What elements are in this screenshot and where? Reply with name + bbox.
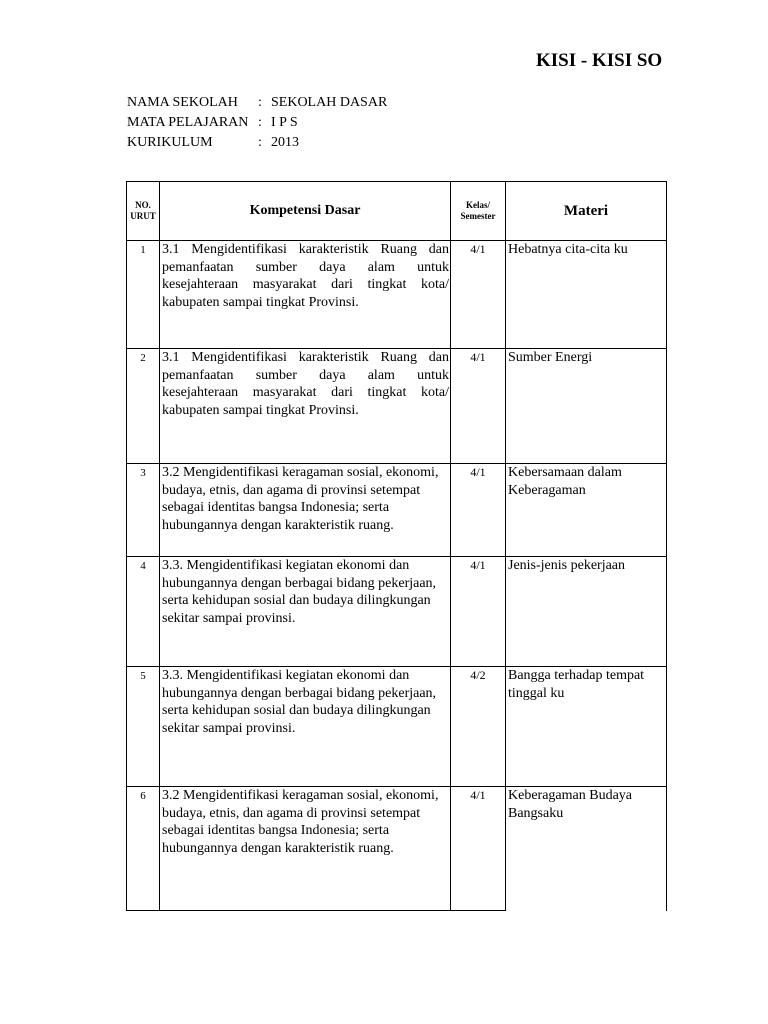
table-row xyxy=(127,349,667,464)
kisi-kisi-table xyxy=(126,181,667,911)
row-kelas: 4/1 xyxy=(451,464,506,557)
row-materi: Keberagaman Budaya Bangsaku xyxy=(506,787,667,911)
header-kelas-line1: Kelas/ xyxy=(466,200,490,210)
row-kompetensi-dasar: 3.1 Mengidentifikasi karakteristik Ruang dan pemanfaatan sumber daya alam untuk kesejahteraan masyarakat dari tingkat kota/ kabupaten sampai tingkat Provinsi. xyxy=(160,349,451,464)
row-number: 6 xyxy=(127,787,160,911)
row-materi: Kebersamaan dalam Keberagaman xyxy=(506,464,667,557)
info-row-curriculum xyxy=(127,133,387,153)
row-kelas: 4/1 xyxy=(451,557,506,667)
school-info xyxy=(127,93,387,153)
row-kompetensi-dasar: 3.3. Mengidentifikasi kegiatan ekonomi dan hubungannya dengan berbagai bidang pekerjaan, serta kehidupan sosial dan budaya dilingkungan sekitar sampai provinsi. xyxy=(160,557,451,667)
row-kompetensi-dasar: 3.2 Mengidentifikasi keragaman sosial, ekonomi, budaya, etnis, dan agama di provinsi setempat sebagai identitas bangsa Indonesia; serta hubungannya dengan karakteristik ruang. xyxy=(160,464,451,557)
table-row xyxy=(127,667,667,787)
table-row xyxy=(127,241,667,349)
table-header-row xyxy=(127,182,667,241)
info-value: 2013 xyxy=(271,135,299,150)
row-kelas: 4/1 xyxy=(451,241,506,349)
header-no-line1: NO. xyxy=(135,200,151,210)
row-kompetensi-dasar: 3.2 Mengidentifikasi keragaman sosial, ekonomi, budaya, etnis, dan agama di provinsi setempat sebagai identitas bangsa Indonesia; serta hubungannya dengan karakteristik ruang. xyxy=(160,787,451,911)
info-value: I P S xyxy=(271,115,298,130)
info-label: NAMA SEKOLAH xyxy=(127,95,238,110)
table-row xyxy=(127,557,667,667)
row-number: 4 xyxy=(127,557,160,667)
header-kelas-line2: Semester xyxy=(460,211,496,221)
row-materi: Sumber Energi xyxy=(506,349,667,464)
info-colon: : xyxy=(258,95,262,110)
header-materi: Materi xyxy=(506,182,667,241)
row-kompetensi-dasar: 3.3. Mengidentifikasi kegiatan ekonomi dan hubungannya dengan berbagai bidang pekerjaan, serta kehidupan sosial dan budaya dilingkungan sekitar sampai provinsi. xyxy=(160,667,451,787)
table-row xyxy=(127,464,667,557)
row-number: 5 xyxy=(127,667,160,787)
row-kelas: 4/2 xyxy=(451,667,506,787)
info-colon: : xyxy=(258,115,262,130)
header-no xyxy=(127,182,160,241)
row-number: 2 xyxy=(127,349,160,464)
info-row-subject xyxy=(127,113,387,133)
table-row xyxy=(127,787,667,911)
row-number: 1 xyxy=(127,241,160,349)
info-value: SEKOLAH DASAR xyxy=(271,95,388,110)
header-kompetensi-dasar: Kompetensi Dasar xyxy=(160,182,451,241)
row-materi: Bangga terhadap tempat tinggal ku xyxy=(506,667,667,787)
row-materi: Jenis-jenis pekerjaan xyxy=(506,557,667,667)
document-title: KISI - KISI SO xyxy=(536,50,663,71)
row-kelas: 4/1 xyxy=(451,349,506,464)
header-no-line2: URUT xyxy=(130,211,156,221)
row-number: 3 xyxy=(127,464,160,557)
info-colon: : xyxy=(258,135,262,150)
header-kelas-semester xyxy=(451,182,506,241)
info-label: KURIKULUM xyxy=(127,135,213,150)
info-row-school xyxy=(127,93,387,113)
row-kompetensi-dasar: 3.1 Mengidentifikasi karakteristik Ruang dan pemanfaatan sumber daya alam untuk kesejahteraan masyarakat dari tingkat kota/ kabupaten sampai tingkat Provinsi. xyxy=(160,241,451,349)
row-kelas: 4/1 xyxy=(451,787,506,911)
info-label: MATA PELAJARAN xyxy=(127,115,249,130)
row-materi: Hebatnya cita-cita ku xyxy=(506,241,667,349)
